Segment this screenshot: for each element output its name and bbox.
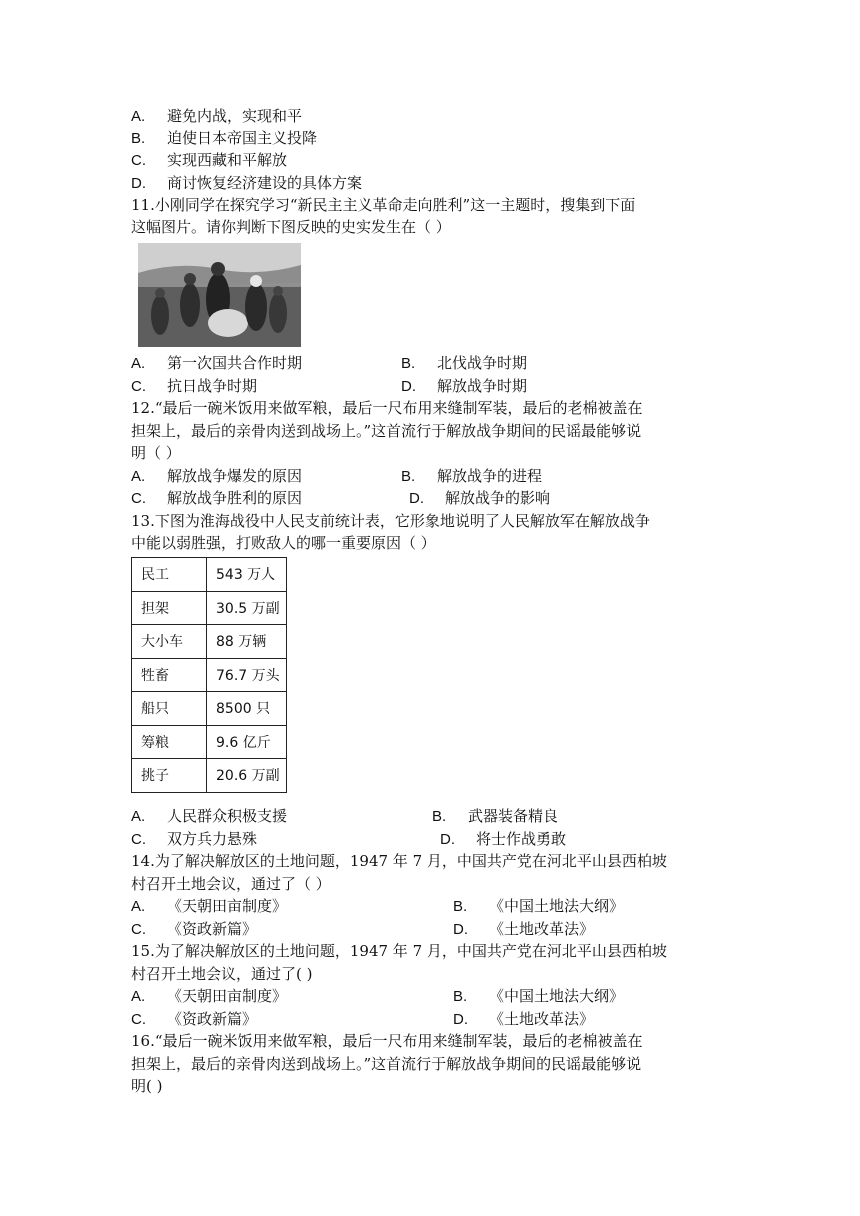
q12-option-d xyxy=(409,487,550,510)
option-letter: D. xyxy=(401,378,416,395)
q12-stem-line1: 12.“最后一碗米饭用来做军粮，最后一尺布用来缝制军装，最后的老棉被盖在 xyxy=(131,399,643,417)
table-row xyxy=(132,725,287,759)
table-cell-item: 船只 xyxy=(132,692,207,726)
q10-option-b xyxy=(131,127,317,150)
table-row xyxy=(132,558,287,592)
table-cell-value: 88 万辆 xyxy=(207,625,287,659)
option-text: 解放战争的影响 xyxy=(445,489,551,507)
q11-stem-line1: 11.小刚同学在探究学习“新民主主义革命走向胜利”这一主题时，搜集到下面 xyxy=(131,196,636,214)
option-text: 《天朝田亩制度》 xyxy=(167,987,288,1005)
option-letter: B. xyxy=(453,988,468,1005)
option-letter: B. xyxy=(453,898,468,915)
option-letter: C. xyxy=(131,1011,146,1028)
option-letter: D. xyxy=(409,490,424,507)
q11-option-b xyxy=(401,352,527,375)
q13-stem-line2: 中能以弱胜强，打败敌人的哪一重要原因（ ） xyxy=(131,534,436,552)
option-letter: C. xyxy=(131,490,146,507)
option-letter: A. xyxy=(131,355,146,372)
option-text: 《中国土地法大纲》 xyxy=(489,897,625,915)
q12-option-a xyxy=(131,465,302,488)
q13-option-a xyxy=(131,805,287,828)
q14-stem-line2: 村召开土地会议，通过了（ ） xyxy=(131,875,331,893)
option-text: 解放战争的进程 xyxy=(437,467,543,485)
table-row xyxy=(132,658,287,692)
option-letter: A. xyxy=(131,808,146,825)
q15-stem-line2: 村召开土地会议，通过了( ) xyxy=(131,965,313,983)
q15-option-d xyxy=(453,1008,594,1031)
table-cell-value: 9.6 亿斤 xyxy=(207,725,287,759)
option-text: 解放战争爆发的原因 xyxy=(167,467,303,485)
option-letter: B. xyxy=(432,808,447,825)
option-text: 解放战争时期 xyxy=(437,377,528,395)
option-letter: D. xyxy=(453,921,468,938)
table-cell-value: 8500 只 xyxy=(207,692,287,726)
support-statistics-table xyxy=(131,557,287,793)
table-cell-value: 20.6 万副 xyxy=(207,759,287,793)
option-letter: A. xyxy=(131,898,146,915)
option-text: 《土地改革法》 xyxy=(489,1010,595,1028)
table-cell-item: 担架 xyxy=(132,591,207,625)
q12-option-c xyxy=(131,487,302,510)
table-cell-value: 76.7 万头 xyxy=(207,658,287,692)
table-row xyxy=(132,625,287,659)
option-letter: C. xyxy=(131,378,146,395)
option-letter: D. xyxy=(131,175,146,192)
table-row xyxy=(132,692,287,726)
option-text: 《资政新篇》 xyxy=(167,920,258,938)
option-text: 《天朝田亩制度》 xyxy=(167,897,288,915)
option-letter: B. xyxy=(131,130,146,147)
option-text: 武器装备精良 xyxy=(468,807,559,825)
option-text: 将士作战勇敢 xyxy=(476,830,567,848)
option-text: 抗日战争时期 xyxy=(167,377,258,395)
q11-option-a xyxy=(131,352,302,375)
q12-stem-line2: 担架上，最后的亲骨肉送到战场上。”这首流行于解放战争期间的民谣最能够说 xyxy=(131,422,642,440)
table-cell-value: 543 万人 xyxy=(207,558,287,592)
option-text: 第一次国共合作时期 xyxy=(167,354,303,372)
q14-option-c xyxy=(131,918,257,941)
option-letter: B. xyxy=(401,468,416,485)
option-text: 《资政新篇》 xyxy=(167,1010,258,1028)
table-cell-item: 大小车 xyxy=(132,625,207,659)
option-letter: D. xyxy=(453,1011,468,1028)
q16-stem-line2: 担架上，最后的亲骨肉送到战场上。”这首流行于解放战争期间的民谣最能够说 xyxy=(131,1055,642,1073)
q13-stem-line1: 13.下图为淮海战役中人民支前统计表，它形象地说明了人民解放军在解放战争 xyxy=(131,512,650,530)
q15-option-b xyxy=(453,985,624,1008)
q14-option-d xyxy=(453,918,594,941)
q14-option-b xyxy=(453,895,624,918)
option-text: 迫使日本帝国主义投降 xyxy=(167,129,318,147)
option-letter: B. xyxy=(401,355,416,372)
q14-stem-line1: 14.为了解决解放区的土地问题，1947 年 7 月，中国共产党在河北平山县西柏坡 xyxy=(131,852,667,870)
option-letter: C. xyxy=(131,152,146,169)
table-cell-item: 筹粮 xyxy=(132,725,207,759)
q13-option-c xyxy=(131,828,257,851)
q15-option-a xyxy=(131,985,287,1008)
option-text: 实现西藏和平解放 xyxy=(167,151,288,169)
option-text: 解放战争胜利的原因 xyxy=(167,489,303,507)
q13-option-b xyxy=(432,805,558,828)
option-text: 《土地改革法》 xyxy=(489,920,595,938)
table-cell-item: 牲畜 xyxy=(132,658,207,692)
q12-option-b xyxy=(401,465,542,488)
q10-option-a xyxy=(131,105,302,128)
q12-stem-line3: 明（ ） xyxy=(131,444,181,462)
option-letter: D. xyxy=(440,831,455,848)
q13-option-d xyxy=(440,828,566,851)
q15-option-c xyxy=(131,1008,257,1031)
table-cell-item: 挑子 xyxy=(132,759,207,793)
option-letter: A. xyxy=(131,108,146,125)
option-text: 北伐战争时期 xyxy=(437,354,528,372)
q10-option-d xyxy=(131,172,362,195)
q15-stem-line1: 15.为了解决解放区的土地问题，1947 年 7 月，中国共产党在河北平山县西柏坡 xyxy=(131,942,667,960)
option-text: 避免内战，实现和平 xyxy=(167,107,303,125)
q16-stem-line3: 明( ) xyxy=(131,1077,163,1095)
table-row xyxy=(132,759,287,793)
q10-option-c xyxy=(131,149,287,172)
option-letter: A. xyxy=(131,988,146,1005)
option-letter: C. xyxy=(131,831,146,848)
q16-stem-line1: 16.“最后一碗米饭用来做军粮，最后一尺布用来缝制军装，最后的老棉被盖在 xyxy=(131,1032,643,1050)
option-text: 《中国土地法大纲》 xyxy=(489,987,625,1005)
q11-option-c xyxy=(131,375,257,398)
table-row xyxy=(132,591,287,625)
q11-option-d xyxy=(401,375,527,398)
option-letter: C. xyxy=(131,921,146,938)
option-text: 商讨恢复经济建设的具体方案 xyxy=(167,174,363,192)
q11-stem-line2: 这幅图片。请你判断下图反映的史实发生在（ ） xyxy=(131,218,451,236)
option-text: 双方兵力悬殊 xyxy=(167,830,258,848)
q14-option-a xyxy=(131,895,287,918)
historical-photo xyxy=(138,243,301,347)
option-letter: A. xyxy=(131,468,146,485)
table-cell-value: 30.5 万副 xyxy=(207,591,287,625)
table-cell-item: 民工 xyxy=(132,558,207,592)
option-text: 人民群众积极支援 xyxy=(167,807,288,825)
